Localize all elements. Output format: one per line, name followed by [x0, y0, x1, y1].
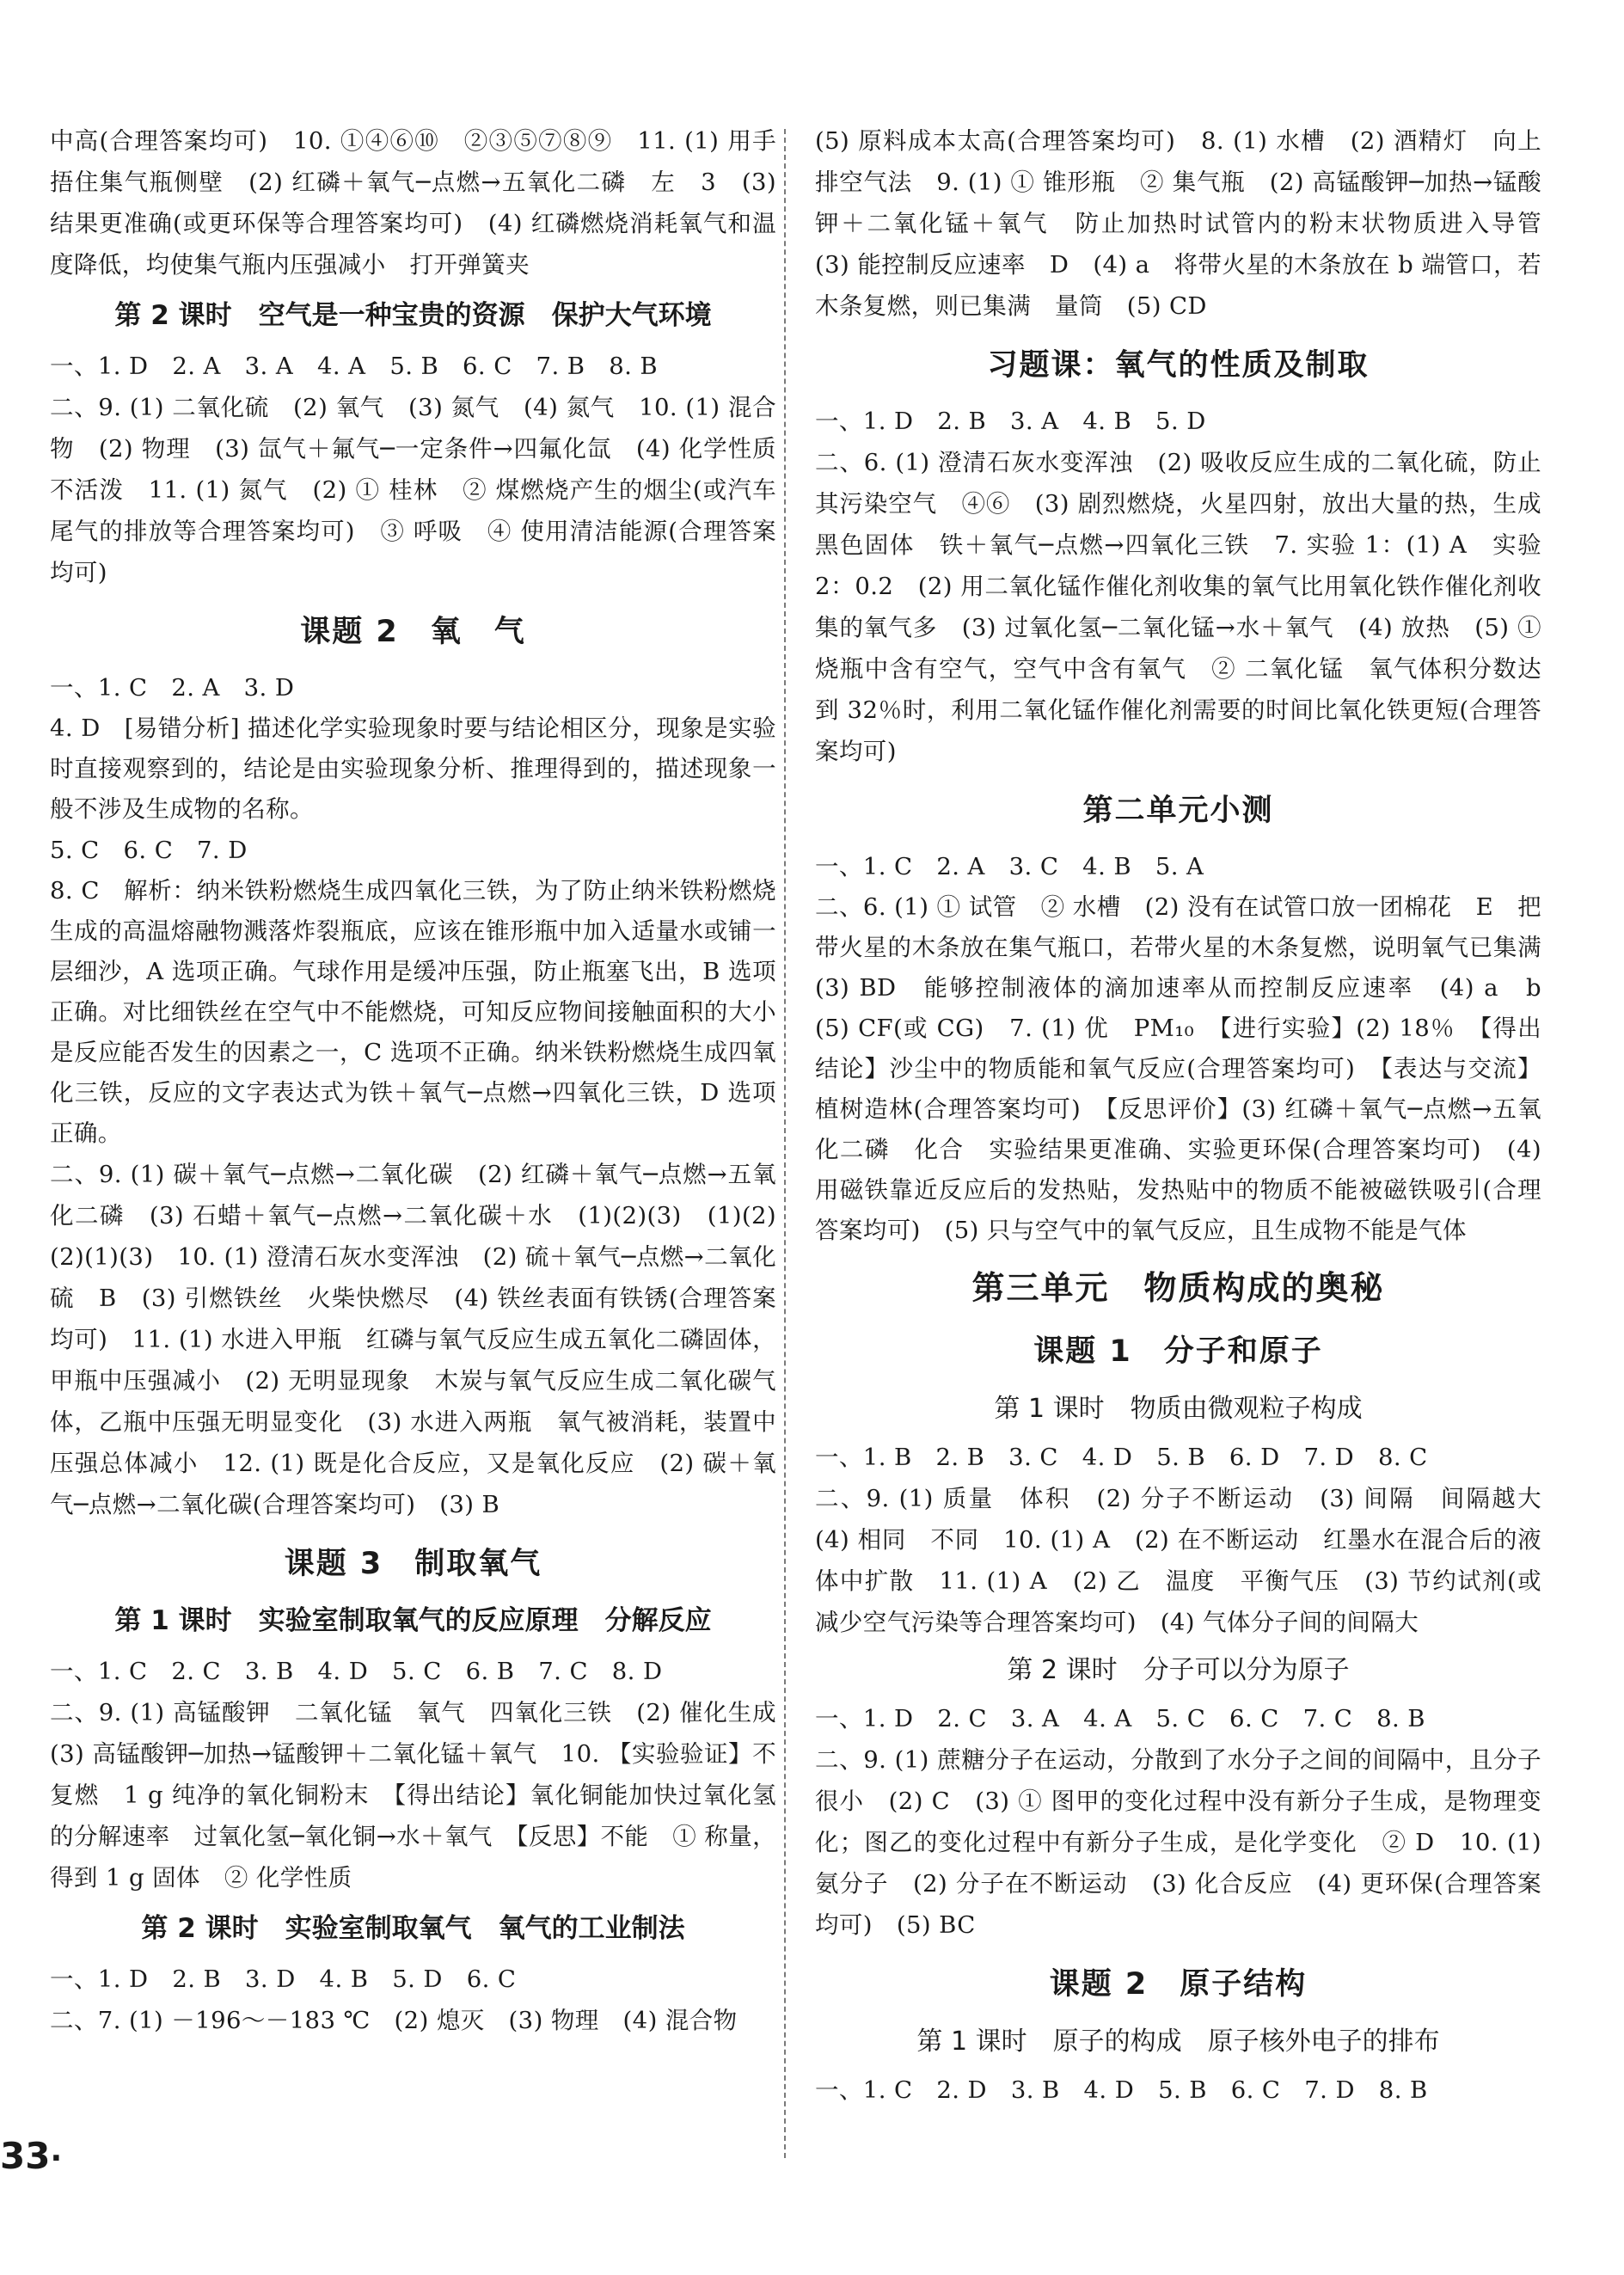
- page-number-text: 33: [0, 2135, 51, 2177]
- answer-paragraph: 一、1. D 2. C 3. A 4. A 5. C 6. C 7. C 8. B: [815, 1705, 1425, 1732]
- page-number: 33·: [0, 2135, 63, 2177]
- answer-paragraph: 二、6. (1) 澄清石灰水变浑浊 (2) 吸收反应生成的二氧化硫，防止其污染空气 ④⑥ (3) 剧烈燃烧，火星四射，放出大量的热，生成黑色固体 铁＋氧气─点燃→四氧化三铁 7. 实验 1：(1) A 实验 2：0.2 (2) 用二氧化锰作催化剂收集的氧气比用氧化铁作催化剂收集的氧气多 (3) 过氧化氢─二氧化锰→水＋氧气 (4) 放热 (5) ① 烧瓶中含有空气，空气中含有氧气 ② 二氧化锰 氧气体积分数达到 32％时，利用二氧化锰作催化剂需要的时间比氧化铁更短(合理答案均可): [815, 449, 1541, 765]
- topic-heading: 课题 2 原子结构: [1049, 1967, 1308, 2002]
- answer-paragraph: 二、9. (1) 二氧化硫 (2) 氧气 (3) 氮气 (4) 氮气 10. (1) 混合物 (2) 物理 (3) 氙气＋氟气─一定条件→四氟化氙 (4) 化学性质不活泼 11. (1) 氮气 (2) ① 桂林 ② 煤燃烧产生的烟尘(或汽车尾气的排放等合理答案均可) ③ 呼吸 ④ 使用清洁能源(合理答案均可): [50, 394, 776, 586]
- column-divider: [784, 129, 786, 2158]
- lesson-heading: 第 2 课时 分子可以分为原子: [1007, 1655, 1350, 1685]
- answer-paragraph: 二、9. (1) 蔗糖分子在运动，分散到了水分子之间的间隔中，且分子很小 (2) C (3) ① 图甲的变化过程中没有新分子生成，是物理变化；图乙的变化过程中有新分子生成，是化学变化 ② D 10. (1) 氨分子 (2) 分子在不断运动 (3) 化合反应 (4) 更环保(合理答案均可) (5) BC: [815, 1746, 1541, 1939]
- answer-paragraph: 一、1. C 2. D 3. B 4. D 5. B 6. C 7. D 8. B: [815, 2076, 1428, 2104]
- topic-heading: 课题 1 分子和原子: [1033, 1334, 1323, 1369]
- answer-paragraph: 一、1. C 2. C 3. B 4. D 5. C 6. B 7. C 8. D: [50, 1658, 663, 1685]
- lesson-heading: 第 1 课时 原子的构成 原子核外电子的排布: [916, 2027, 1440, 2057]
- unit-heading: 第三单元 物质构成的奥秘: [971, 1269, 1385, 1307]
- answer-paragraph: 8. C 解析：纳米铁粉燃烧生成四氧化三铁，为了防止纳米铁粉燃烧生成的高温熔融物溅落炸裂瓶底，应该在锥形瓶中加入适量水或铺一层细沙，A 选项正确。气球作用是缓冲压强，防止瓶塞飞出，B 选项正确。对比细铁丝在空气中不能燃烧，可知反应物间接触面积的大小是反应能否发生的因素之一，C 选项不正确。纳米铁粉燃烧生成四氧化三铁，反应的文字表达式为铁＋氧气─点燃→四氧化三铁，D 选项正确。: [50, 877, 776, 1147]
- answer-paragraph: 一、1. D 2. B 3. A 4. B 5. D: [815, 408, 1206, 435]
- answer-paragraph: (5) 原料成本太高(合理答案均可) 8. (1) 水槽 (2) 酒精灯 向上排空气法 9. (1) ① 锥形瓶 ② 集气瓶 (2) 高锰酸钾─加热→锰酸钾＋二氧化锰＋氧气 防止加热时试管内的粉末状物质进入导管 (3) 能控制反应速率 D (4) a 将带火星的木条放在 b 端管口，若木条复燃，则已集满 量筒 (5) CD: [815, 127, 1566, 320]
- answer-paragraph: 一、1. C 2. A 3. C 4. B 5. A: [815, 853, 1204, 880]
- answer-paragraph: 一、1. D 2. B 3. D 4. B 5. D 6. C: [50, 1965, 517, 1993]
- lesson-heading: 第 2 课时 空气是一种宝贵的资源 保护大气环境: [114, 300, 712, 331]
- answer-paragraph: 一、1. D 2. A 3. A 4. A 5. B 6. C 7. B 8. B: [50, 353, 659, 380]
- topic-heading: 课题 2 氧 气: [300, 615, 526, 649]
- answer-paragraph: 二、9. (1) 质量 体积 (2) 分子不断运动 (3) 间隔 间隔越大 (4) 相同 不同 10. (1) A (2) 在不断运动 红墨水在混合后的液体中扩散 11. (1) A (2) 乙 温度 平衡气压 (3) 节约试剂(或减少空气污染等合理答案均可) (4) 气体分子间的间隔大: [815, 1485, 1566, 1636]
- answer-paragraph: 4. D [易错分析] 描述化学实验现象时要与结论相区分，现象是实验时直接观察到的，结论是由实验现象分析、推理得到的，描述现象一般不涉及生成物的名称。: [50, 714, 776, 823]
- answer-paragraph: 二、7. (1) －196～－183 ℃ (2) 熄灭 (3) 物理 (4) 混合物: [50, 2007, 738, 2034]
- answer-paragraph: 二、9. (1) 高锰酸钾 二氧化锰 氧气 四氧化三铁 (2) 催化生成 (3) 高锰酸钾─加热→锰酸钾＋二氧化锰＋氧气 10. 【实验验证】不复燃 1 g 纯净的氧化铜粉末 【得出结论】氧化铜能加快过氧化氢的分解速率 过氧化氢─氧化铜→水＋氧气 【反思】不能 ① 称量，得到 1 g 固体 ② 化学性质: [50, 1699, 800, 1892]
- answer-paragraph: 二、9. (1) 碳＋氧气─点燃→二氧化碳 (2) 红磷＋氧气─点燃→五氧化二磷 (3) 石蜡＋氧气─点燃→二氧化碳＋水 (1)(2)(3) (1)(2) (2)(1)(3) 10. (1) 澄清石灰水变浑浊 (2) 硫＋氧气─点燃→二氧化硫 B (3) 引燃铁丝 火柴快燃尽 (4) 铁丝表面有铁锈(合理答案均可) 11. (1) 水进入甲瓶 红磷与氧气反应生成五氧化二磷固体，甲瓶中压强减小 (2) 无明显现象 木炭与氧气反应生成二氧化碳气体，乙瓶中压强无明显变化 (3) 水进入两瓶 氧气被消耗，装置中压强总体减小 12. (1) 既是化合反应，又是氧化反应 (2) 碳＋氧气─点燃→二氧化碳(合理答案均可) (3) B: [50, 1161, 800, 1518]
- left-column: [50, 120, 800, 2041]
- answer-paragraph: 中高(合理答案均可) 10. ①④⑥⑩ ②③⑤⑦⑧⑨ 11. (1) 用手捂住集气瓶侧壁 (2) 红磷＋氧气─点燃→五氧化二磷 左 3 (3) 结果更准确(或更环保等合理答案均可) (4) 红磷燃烧消耗氧气和温度降低，均使集气瓶内压强减小 打开弹簧夹: [50, 127, 776, 279]
- lesson-heading: 第 1 课时 实验室制取氧气的反应原理 分解反应: [114, 1605, 712, 1636]
- topic-heading: 习题课：氧气的性质及制取: [987, 348, 1370, 383]
- topic-heading: 课题 3 制取氧气: [284, 1547, 542, 1581]
- answer-paragraph: 5. C 6. C 7. D: [50, 837, 248, 864]
- lesson-heading: 第 2 课时 实验室制取氧气 氧气的工业制法: [141, 1913, 685, 1944]
- answer-paragraph: 一、1. B 2. B 3. C 4. D 5. B 6. D 7. D 8. C: [815, 1444, 1428, 1471]
- topic-heading: 第二单元小测: [1082, 794, 1274, 828]
- answer-paragraph: 一、1. C 2. A 3. D: [50, 674, 295, 702]
- lesson-heading: 第 1 课时 物质由微观粒子构成: [994, 1394, 1363, 1424]
- right-column: [815, 120, 1566, 2111]
- answer-paragraph: 二、6. (1) ① 试管 ② 水槽 (2) 没有在试管口放一团棉花 E 把带火星的木条放在集气瓶口，若带火星的木条复燃，说明氧气已集满 (3) BD 能够控制液体的滴加速率从而控制反应速率 (4) a b (5) CF(或 CG) 7. (1) 优 PM₁₀ 【进行实验】(2) 18％ 【得出结论】沙尘中的物质能和氧气反应(合理答案均可) 【表达与交流】植树造林(合理答案均可) 【反思评价】(3) 红磷＋氧气─点燃→五氧化二磷 化合 实验结果更准确、实验更环保(合理答案均可) (4) 用磁铁靠近反应后的发热贴，发热贴中的物质不能被磁铁吸引(合理答案均可) (5) 只与空气中的氧气反应，且生成物不能是气体: [815, 893, 1566, 1244]
